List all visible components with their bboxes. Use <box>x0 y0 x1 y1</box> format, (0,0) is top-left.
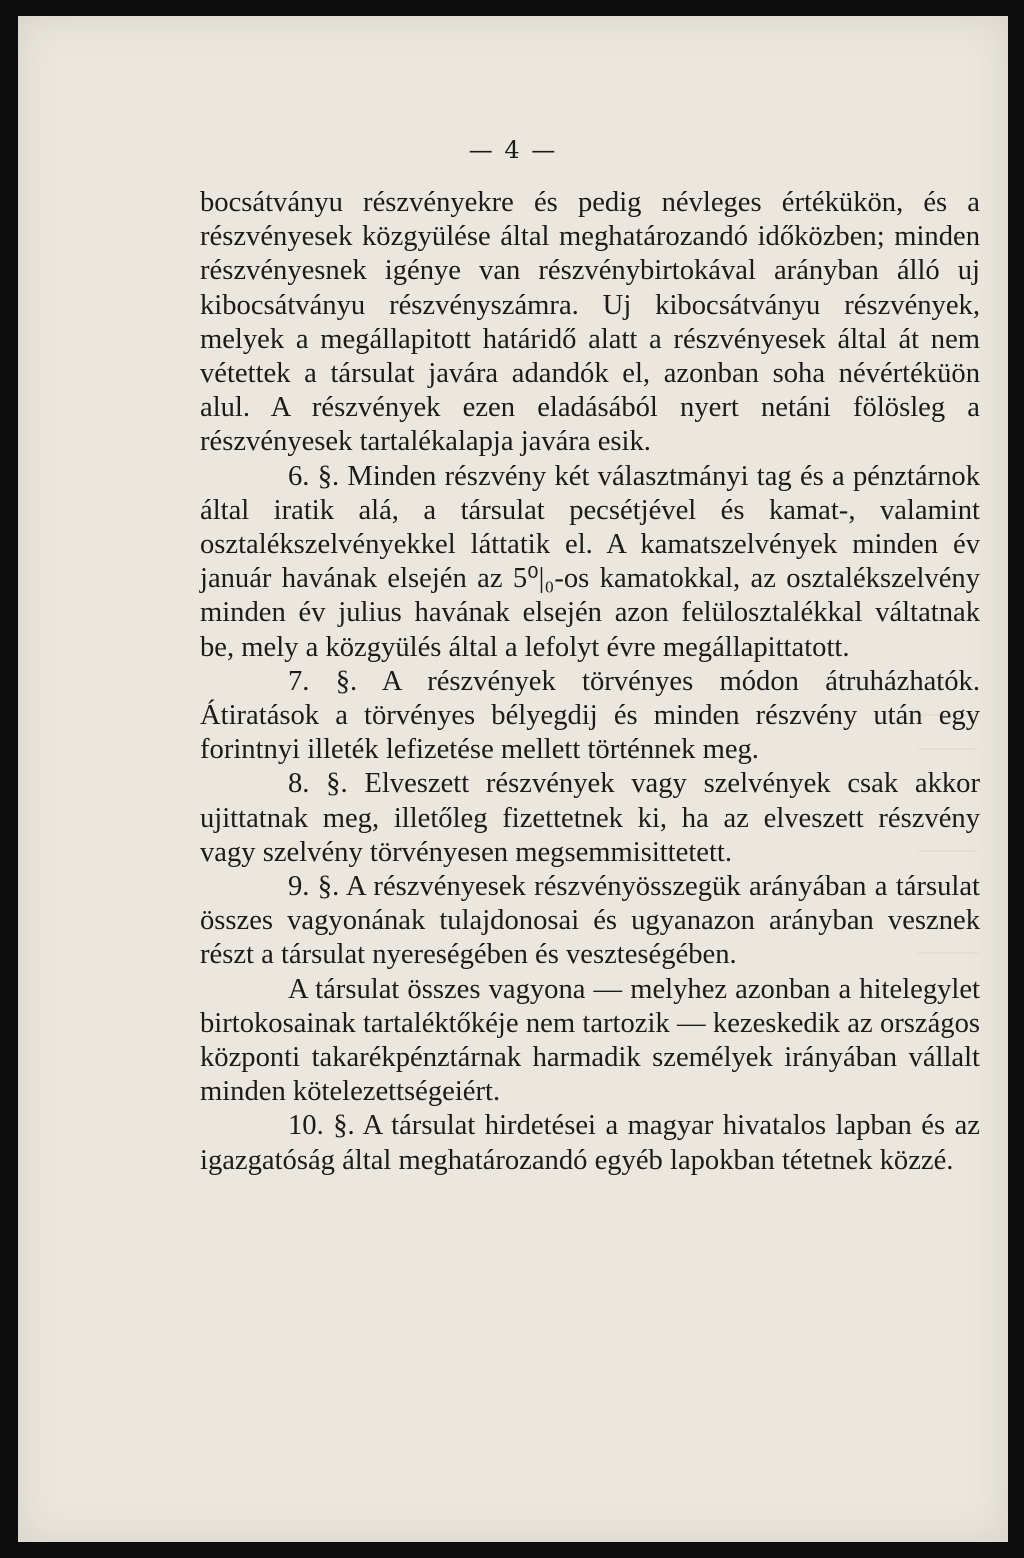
paragraph-section-8: 8. §. Elveszett részvények vagy szelvények csak akkor ujittatnak meg, illetőleg fizettetnek ki, ha az elveszett részvény vagy szelvény törvényesen megsemmisittetett. <box>200 768 980 868</box>
paragraph-section-10: 10. §. A társulat hirdetései a magyar hivatalos lapban és az igazgatóság által meghatározandó egyéb lapokban tétetnek közzé. <box>200 1110 980 1176</box>
page-number: — 4 — <box>468 136 558 164</box>
paragraph-section-6: 6. §. Minden részvény két választmányi tag és a pénztárnok által iratik alá, a társulat pecsétjével és kamat-, valamint osztalékszelvényekkel láttatik el. A kamatszelvények minden év január havának elsején az 5⁰|₀-os kamatokkal, az osztalékszelvény minden év julius havának elsején azon felülosztalékkal váltatnak be, mely a közgyülés által a lefolyt évre megállapittatott. <box>200 460 980 663</box>
paragraph-section-9-liability: A társulat összes vagyona — melyhez azonban a hitelegylet birtokosainak tartaléktőkéje nem tartozik — kezeskedik az országos központi takarékpénztárnak harmadik személyek irányában vállalt minden kötelezettségeiért. <box>200 973 980 1108</box>
body-text <box>200 186 980 1178</box>
paragraph-section-7: 7. §. A részvények törvényes módon átruházhatók. Átiratások a törvényes bélyegdij és minden részvény után egy forintnyi illeték lefizetése mellett történnek meg. <box>200 665 980 766</box>
document-page <box>18 16 1008 1542</box>
paragraph-continuation: bocsátványu részvényekre és pedig névleges értékükön, és a részvényesek közgyülése által meghatározandó időközben; minden részvényesnek igénye van részvénybirtokával arányban álló uj kibocsátványu részvényszámra. Uj kibocsátványu részvények, melyek a megállapitott határidő alatt a részvényesek által át nem vétettek a társulat javára adandók el, azonban soha névértéküön alul. A részvények ezen eladásából nyert netáni fölösleg a részvényesek tartalékalapja javára esik. <box>200 187 980 458</box>
paragraph-section-9: 9. §. A részvényesek részvényösszegük arányában a társulat összes vagyonának tulajdonosai és ugyanazon arányban vesznek részt a társulat nyereségében és veszteségében. <box>200 871 980 971</box>
